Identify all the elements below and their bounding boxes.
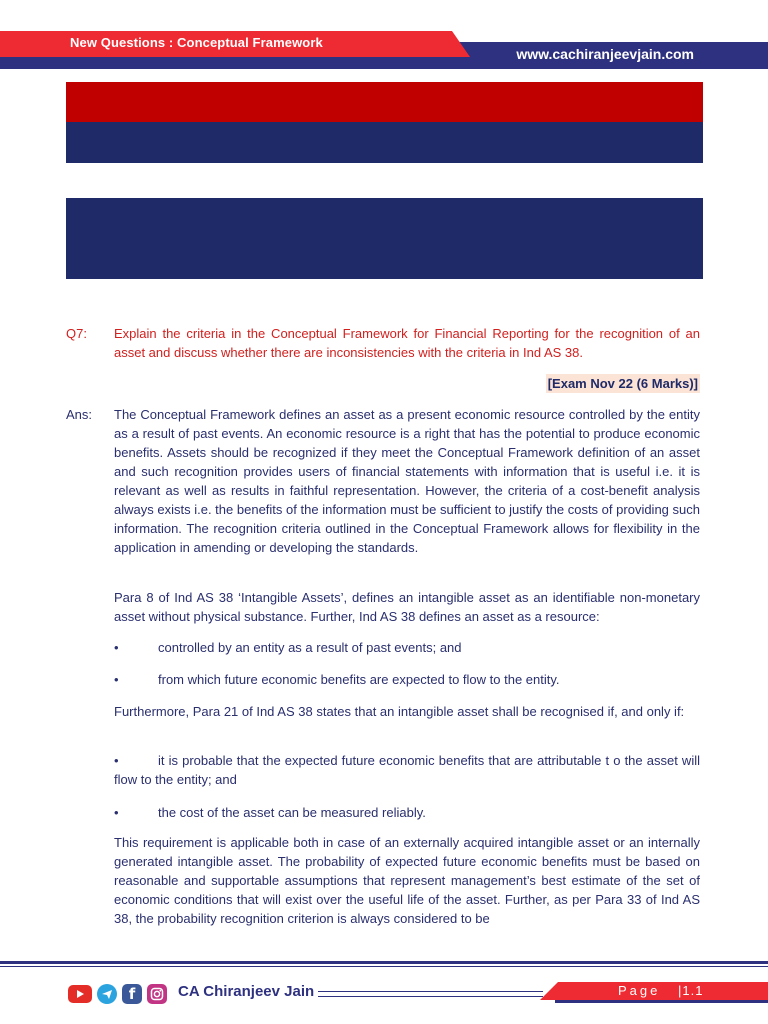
footer-brand-name: CA Chiranjeev Jain <box>178 983 315 1000</box>
exam-reference-badge: [Exam Nov 22 (6 Marks)] <box>547 376 698 391</box>
list-item <box>114 670 700 689</box>
header-website-link[interactable]: www.cachiranjeevjain.com <box>516 46 694 62</box>
list-item <box>114 751 700 789</box>
list-item-text: it is probable that the expected future economic benefits that are attributable t o the asset will flow to the entity; and <box>114 753 700 787</box>
telegram-icon[interactable] <box>97 984 117 1004</box>
title-block-navy <box>66 122 703 163</box>
list-item-text: controlled by an entity as a result of past events; and <box>158 640 462 655</box>
bullet-icon: • <box>114 672 119 687</box>
question-label: Q7: <box>66 326 87 341</box>
answer-paragraph-4: This requirement is applicable both in case of an externally acquired intangible asset or an internally generated intangible asset. The probability of expected future economic benefits must be based on reasonable and supportable assumptions that represent management’s best estimate of the set of economic conditions that will exist over the useful life of the asset. Further, as per Para 33 of Ind AS 38, the probability recognition criterion is always considered to be <box>114 835 700 926</box>
bullet-icon: • <box>114 805 119 820</box>
answer-label: Ans: <box>66 407 93 422</box>
footer-divider-thin <box>0 966 768 967</box>
facebook-icon[interactable]: f <box>122 984 142 1004</box>
list-item <box>114 803 700 822</box>
header-title: New Questions : Conceptual Framework <box>70 35 323 50</box>
social-icons <box>68 983 167 1005</box>
page-header <box>0 0 768 72</box>
instagram-icon[interactable] <box>147 984 167 1004</box>
answer-paragraph-1: The Conceptual Framework defines an asset as a present economic resource controlled by the entity as a result of past events. An economic resource is a right that has the potential to produce economic benefits. Assets should be recognized if they meet the Conceptual Framework definition of an asset and such recognition provides users of financial statements with information that is useful i.e. it is relevant as well as results in faithful representation. However, the criteria of a cost-benefit analysis always exists i.e. the benefits of the information must be sufficient to justify the costs of providing such information. The recognition criteria outlined in the Conceptual Framework allows for flexibility in the application in amending or developing the standards. <box>114 407 700 555</box>
footer-divider <box>0 961 768 964</box>
page-number: |1.1 <box>678 983 704 998</box>
list-item-text: the cost of the asset can be measured reliably. <box>158 805 426 820</box>
title-block-red <box>66 82 703 122</box>
footer-navy-rule <box>555 1000 768 1003</box>
list-item-text: from which future economic benefits are expected to flow to the entity. <box>158 672 560 687</box>
bullet-icon: • <box>114 640 119 655</box>
answer-paragraph-3: Furthermore, Para 21 of Ind AS 38 states that an intangible asset shall be recognised if, and only if: <box>114 704 685 719</box>
list-item <box>114 638 700 657</box>
page-label: Page <box>618 983 661 998</box>
bullet-icon: • <box>114 753 119 768</box>
subtitle-block-navy <box>66 198 703 279</box>
question-text: Explain the criteria in the Conceptual Framework for Financial Reporting for the recognition of an asset and discuss whether there are inconsistencies with the criteria in Ind AS 38. <box>114 326 700 360</box>
youtube-icon[interactable] <box>68 985 92 1003</box>
answer-paragraph-2: Para 8 of Ind AS 38 ‘Intangible Assets’, defines an intangible asset as an identifiable non-monetary asset without physical substance. Further, Ind AS 38 defines an asset as a resource: <box>114 590 700 624</box>
footer-double-rule <box>318 991 543 997</box>
